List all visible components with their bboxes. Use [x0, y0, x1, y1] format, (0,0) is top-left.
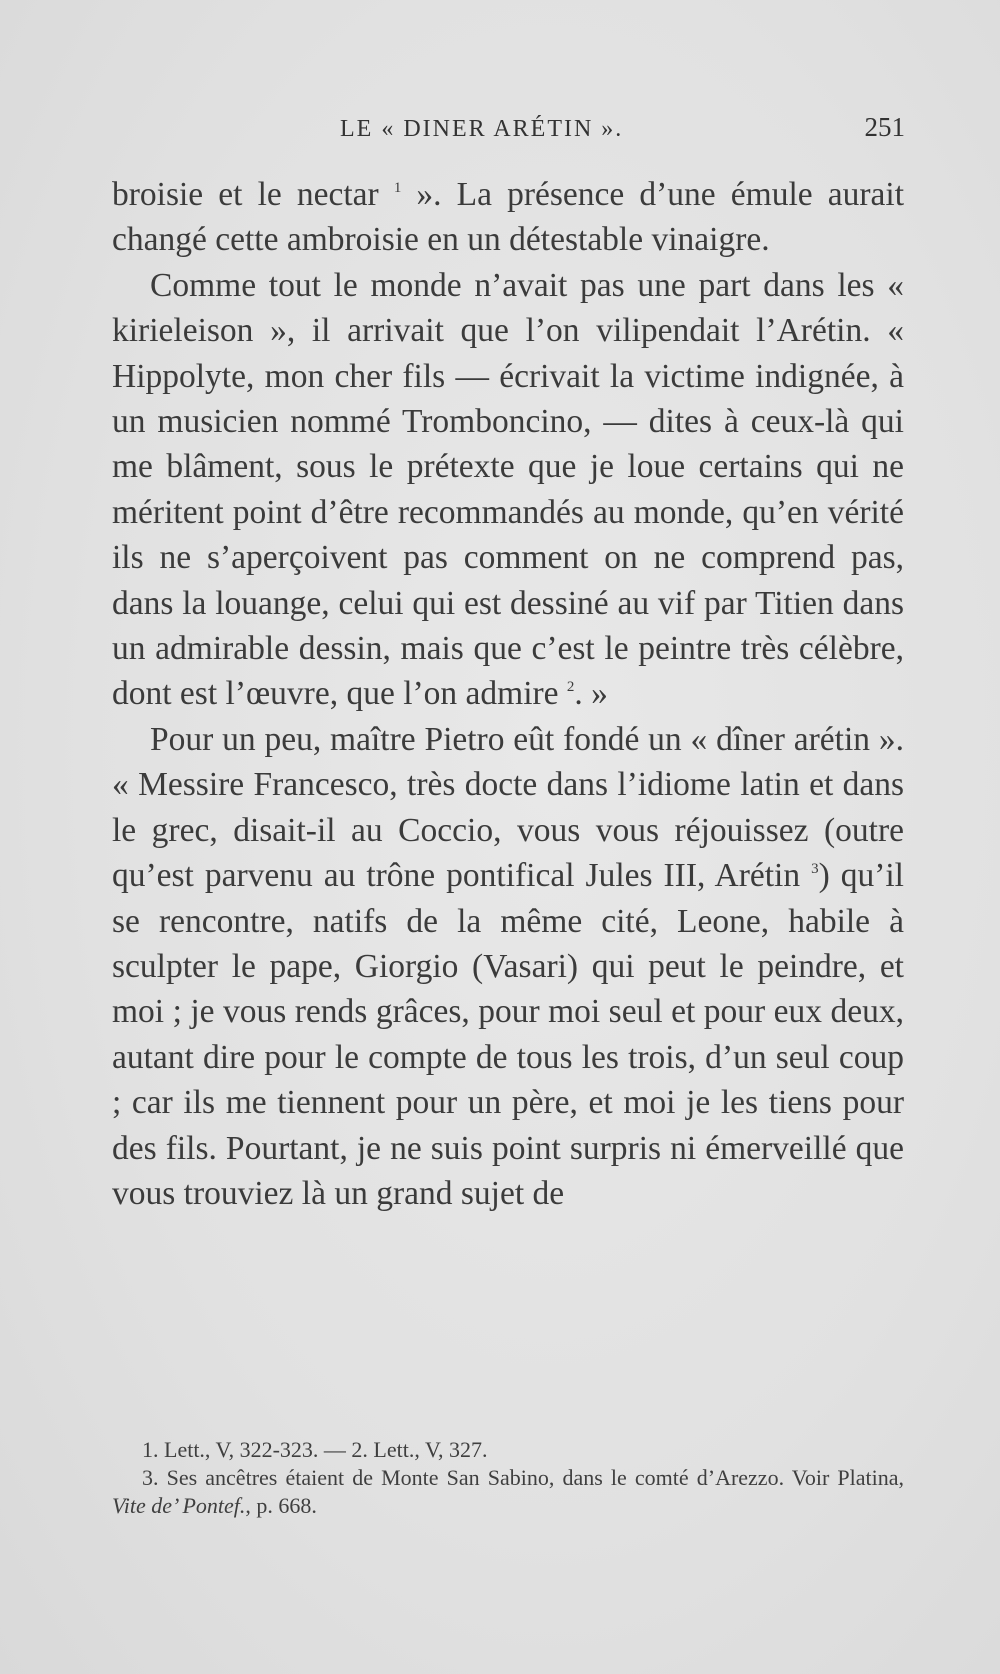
footnote-text: 3. Ses ancêtres étaient de Monte San Sabino, dans le comté d’Arezzo. Voir Platina,	[142, 1465, 904, 1490]
footnote-line-2	[112, 1464, 904, 1520]
text-run: ) qu’il se rencontre, natifs de la même cité, Leone, habile à sculpter le pape, Giorgio (Vasari) qui peut le peindre, et moi ; je vous rends grâces, pour moi seul et pour eux deux, autant dire pour le compte de tous les trois, d’un seul coup ; car ils me tiennent pour un père, et moi je les tiens pour des fils. Pourtant, je ne suis point surpris ni émerveillé que vous trouviez là un grand sujet de	[112, 857, 904, 1212]
footnote-text: , p. 668.	[245, 1493, 317, 1518]
body-text	[112, 172, 904, 1216]
text-run: Pour un peu, maître Pietro eût fondé un « dîner arétin ». « Messire Francesco, très docte dans l’idiome latin et dans le grec, disait-il au Coccio, vous vous réjouissez (outre qu’est parvenu au trône pontifical Jules III, Arétin	[112, 720, 904, 895]
paragraph-3	[112, 717, 904, 1216]
footnote-line-1: 1. Lett., V, 322-323. — 2. Lett., V, 327.	[142, 1437, 488, 1462]
page-header	[110, 110, 905, 150]
running-head: LE « DINER ARÉTIN ».	[340, 116, 624, 142]
text-run: ». La présence d’une émule aurait changé cette ambroisie en un détestable vinaigre.	[112, 176, 904, 259]
paragraph-1	[112, 172, 904, 263]
footnote-ref-1: 1	[393, 180, 402, 196]
footnote-ref-3: 3	[811, 861, 819, 878]
paragraph-2	[112, 263, 904, 717]
text-run: broisie et le nectar	[112, 176, 394, 213]
text-run: Comme tout le monde n’avait pas une part dans les « kirieleison », il arrivait que l’on vilipendait l’Arétin. « Hippolyte, mon cher fils — écrivait la victime indignée, à un musicien nommé Tromboncino, — dites à ceux-là qui me blâment, sous le prétexte que je loue certains qui ne méritent point d’être recommandés au monde, qu’en vérité ils ne s’aperçoivent pas comment on ne comprend pas, dans la louange, celui qui est dessiné au vif par Titien dans un admirable dessin, mais que c’est le peintre très célèbre, dont est l’œuvre, que l’on admire	[112, 266, 904, 713]
footnote-ref-2: 2	[566, 679, 575, 696]
page-number: 251	[864, 112, 905, 142]
footnote-italic-title: Vite de’ Pontef.	[112, 1493, 246, 1518]
text-run: . »	[574, 675, 608, 713]
footnotes	[112, 1436, 904, 1520]
